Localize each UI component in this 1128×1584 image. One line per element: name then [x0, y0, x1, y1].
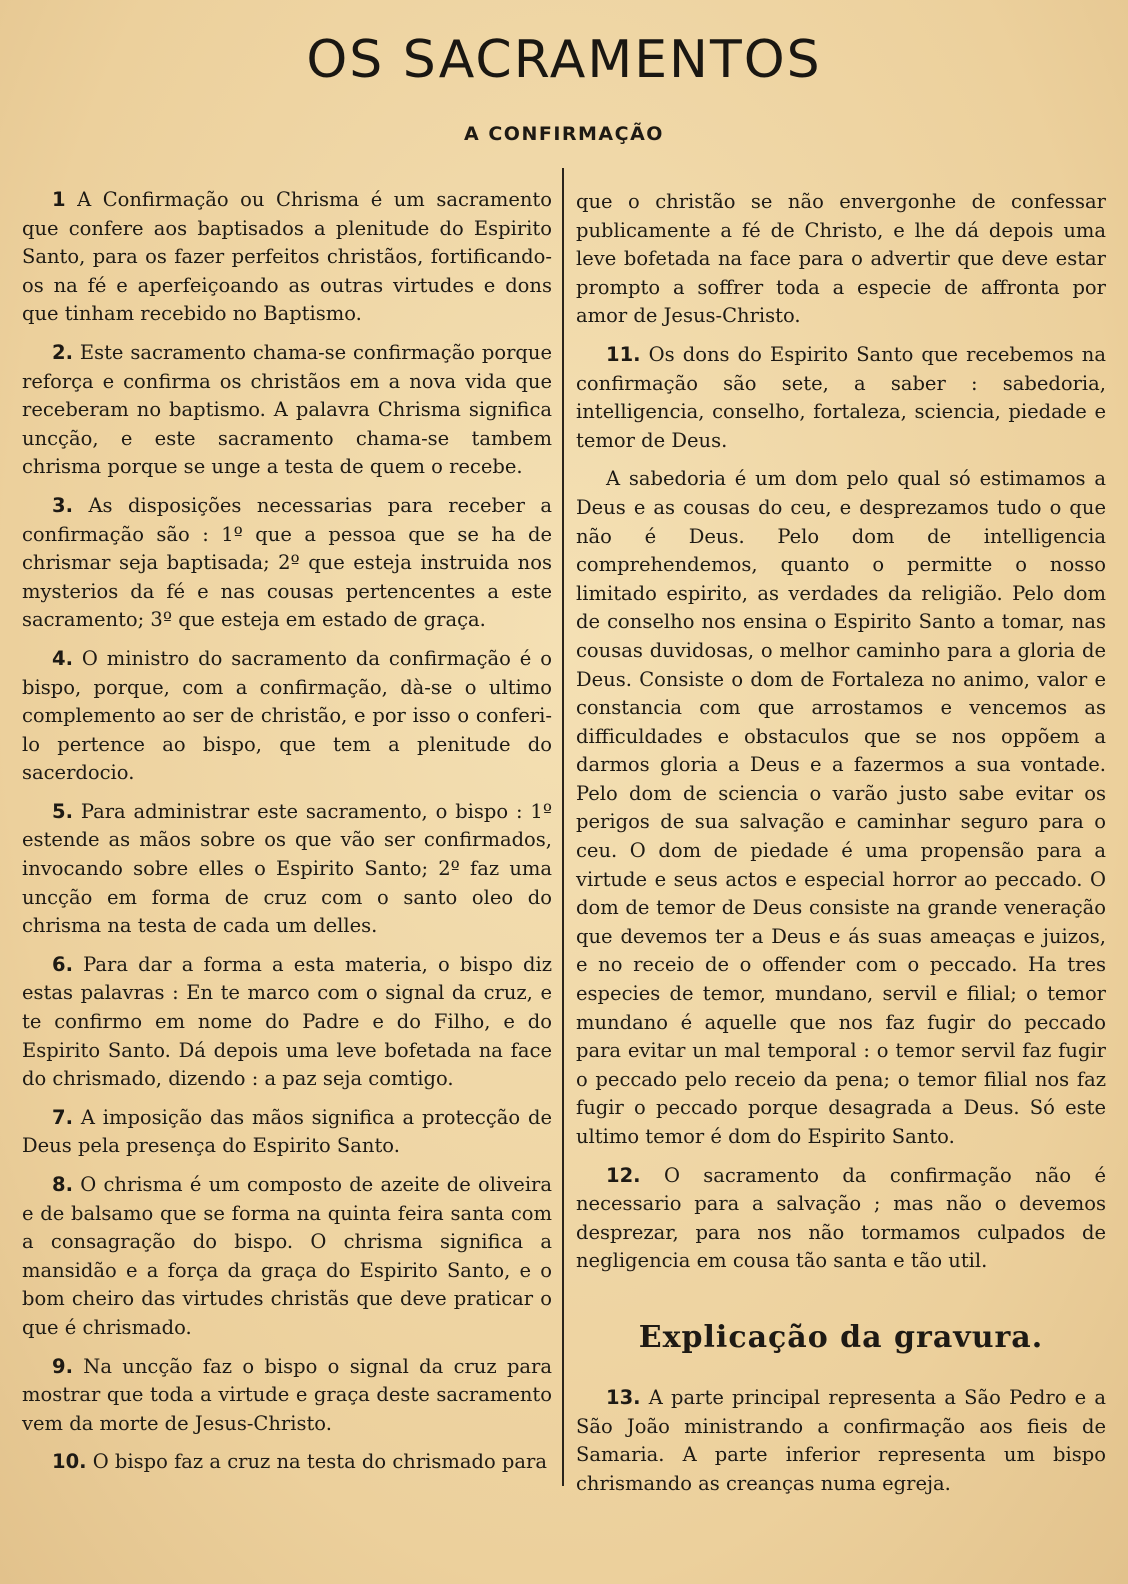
- paragraph-text: Este sacramento chama-se confirmação porque reforça e confirma os christãos em a nova vida que receberam no baptismo. A palavra Chrisma significa uncção, e este sacramento chama-se tambem chrisma porque se unge a testa de quem o recebe.: [22, 340, 552, 479]
- paragraph-7: [22, 1104, 552, 1161]
- paragraph-text: O sacramento da confirmação não é necessario para a salvação ; mas não o devemos desprezar, para nos não tormamos culpados de negligencia em cousa tão santa e tão util.: [576, 1163, 1107, 1273]
- paragraph-text: Os dons do Espirito Santo que recebemos na confirmação são sete, a saber : sabedoria, intelligencia, conselho, fortaleza, sciencia, piedade e temor de Deus.: [576, 342, 1106, 452]
- paragraph-number: 10.: [52, 1450, 87, 1474]
- paragraph-10-continuation: que o christão se não envergonhe de confessar publicamente a fé de Christo, e lhe dá depois uma leve bofetada na face para o advertir que deve estar prompto a soffrer toda a especie de affronta por amor de Jesus-Christo.: [576, 190, 1106, 328]
- paragraph-text: Na uncção faz o bispo o signal da cruz para mostrar que toda a virtude e graça deste sacramento vem da morte de Jesus-Christo.: [22, 1354, 552, 1435]
- paragraph-number: 2.: [52, 340, 73, 364]
- paragraph-11: [576, 341, 1106, 455]
- paragraph-3: [22, 492, 552, 635]
- paragraph-text: A parte principal representa a São Pedro e a São João ministrando a confirmação aos fieis de Samaria. A parte inferior representa um bispo chrismando as creanças numa egreja.: [576, 1385, 1107, 1495]
- paragraph-12: [576, 1162, 1106, 1276]
- paragraph-dons: A sabedoria é um dom pelo qual só estimamos a Deus e as cousas do ceu, e desprezamos tudo o que não é Deus. Pelo dom de intelligencia comprehendemos, quanto o permitte o nosso limitado espirito, as verdades da religião. Pelo dom de conselho nos ensina o Espirito Santo a tomar, nas cousas duvidosas, o melhor caminho para a gloria de Deus. Consiste o dom de Fortaleza no animo, valor e constancia com que arrostamos e vencemos as difficuldades e obstaculos que se nos oppõem a darmos gloria a Deus e a fazermos a sua vontade. Pelo dom de sciencia o varão justo sabe evitar os perigos de sua salvação e caminhar seguro para o ceu. O dom de piedade é uma propensão para a virtude e seus actos e especial horror ao peccado. O dom de temor de Deus consiste na grande veneração que devemos ter a Deus e ás suas ameaças e juizos, e no receio de o offender com o peccado. Ha tres especies de temor, mundano, servil e filial; o temor mundano é aquelle que nos faz fugir do peccado para evitar un mal temporal : o temor servil faz fugir o peccado pelo receio da pena; o temor filial nos faz fugir o peccado porque desagrada a Deus. Só este ultimo temor é dom do Espirito Santo.: [576, 467, 1106, 1148]
- paragraph-text: As disposições necessarias para receber a confirmação são : 1º que a pessoa que se ha de chrismar seja baptisada; 2º que esteja instruida nos mysterios da fé e nas cousas pertencentes a este sacramento; 3º que esteja em estado de graça.: [22, 493, 552, 632]
- paragraph-10: [22, 1448, 552, 1477]
- paragraph-text: A Confirmação ou Chrisma é um sacramento que confere aos baptisados a plenitude do Espirito Santo, para os fazer perfeitos christãos, fortificando-os na fé e aperfeiçoando as outras virtudes e dons que tinham recebido no Baptismo.: [22, 188, 552, 326]
- paragraph-text: Para dar a forma a esta materia, o bispo diz estas palavras : En te marco com o signal da cruz, e te confirmo em nome do Padre e do Filho, e do Espirito Santo. Dá depois uma leve bofetada na face do chrismado, dizendo : a paz seja comtigo.: [22, 952, 552, 1091]
- paragraph-number: 11.: [606, 342, 641, 366]
- right-column: [576, 188, 1106, 1508]
- paragraph-number: 12.: [606, 1163, 641, 1187]
- paragraph-number: 6.: [52, 952, 73, 976]
- paragraph-number: 3.: [52, 493, 73, 517]
- paragraph-5: [22, 798, 552, 941]
- section-subtitle: A CONFIRMAÇÃO: [464, 123, 664, 145]
- paragraph-6: [22, 951, 552, 1094]
- paragraph-text: O ministro do sacramento da confirmação é o bispo, porque, com a confirmação, dà-se o ultimo complemento ao ser de christão, e por isso o conferi-lo pertence ao bispo, que tem a plenitude do sacerdocio.: [22, 646, 552, 785]
- paragraph-1: [22, 186, 552, 329]
- paragraph-number: 5.: [52, 799, 73, 823]
- paragraph-9: [22, 1353, 552, 1439]
- page-title: OS SACRAMENTOS: [306, 30, 822, 90]
- paragraph-text: Para administrar este sacramento, o bispo : 1º estende as mãos sobre os que vão ser confirmados, invocando sobre elles o Espirito Santo; 2º faz uma uncção em forma de cruz com o santo oleo do chrisma na testa de cada um delles.: [22, 799, 552, 938]
- paragraph-text: A imposição das mãos significa a protecção de Deus pela presença do Espirito Santo.: [22, 1105, 552, 1158]
- paragraph-number: 13.: [606, 1385, 641, 1409]
- paragraph-number: 8.: [52, 1173, 73, 1196]
- paragraph-number: 4.: [52, 646, 73, 670]
- paragraph-number: 1: [52, 188, 66, 211]
- explanation-heading: Explicação da gravura.: [638, 1319, 1044, 1355]
- column-divider: [562, 168, 564, 1486]
- paragraph-4: [22, 645, 552, 788]
- paragraph-13: [576, 1384, 1106, 1498]
- paragraph-number: 9.: [52, 1354, 73, 1378]
- paragraph-8: [22, 1171, 552, 1343]
- left-column: [22, 186, 552, 1487]
- paragraph-text: O chrisma é um composto de azeite de oliveira e de balsamo que se forma na quinta feira santa com a consagração do bispo. O chrisma significa a mansidão e a força da graça do Espirito Santo, e o bom cheiro das virtudes christãs que deve praticar o que é chrismado.: [22, 1173, 553, 1339]
- paragraph-number: 7.: [52, 1105, 73, 1129]
- paragraph-2: [22, 339, 552, 482]
- paragraph-text: O bispo faz a cruz na testa do chrismado para: [92, 1450, 547, 1474]
